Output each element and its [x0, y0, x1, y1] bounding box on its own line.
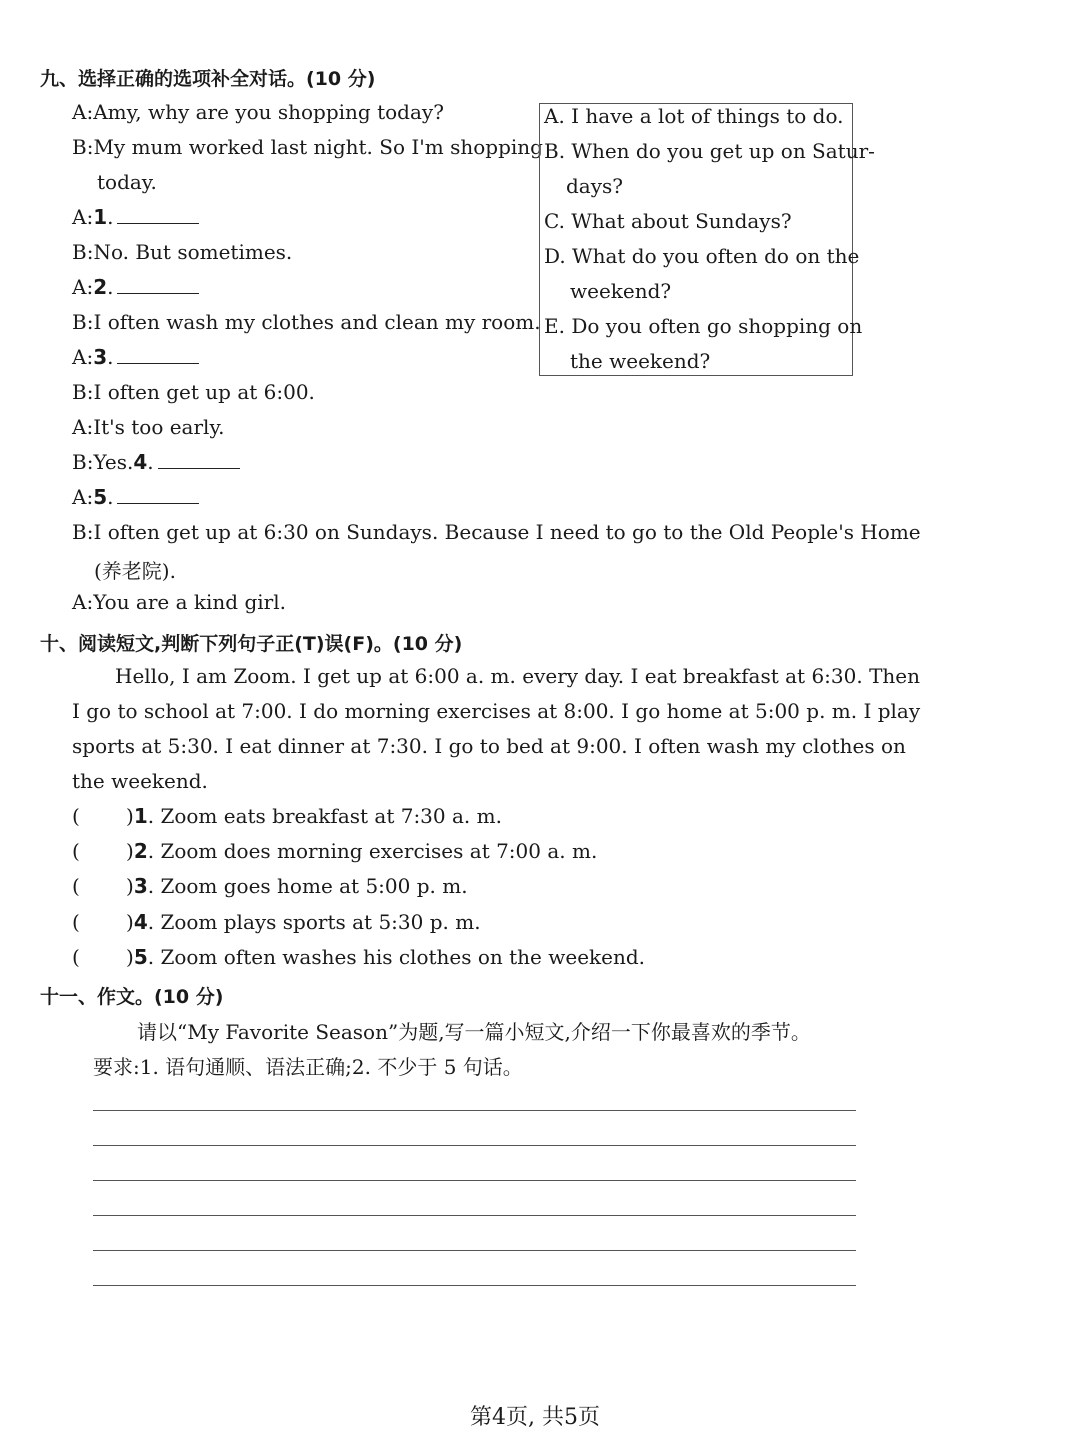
blank-number: 5	[93, 485, 108, 509]
speaker-label: B:	[72, 135, 94, 159]
item-number: 1	[133, 804, 148, 828]
dialog-text: I often get up at 6:00.	[93, 380, 315, 404]
passage-line: sports at 5:30. I eat dinner at 7:30. I go to bed at 9:00. I often wash my clothes on	[72, 734, 906, 758]
speaker-label: A:	[72, 485, 94, 509]
answer-blank[interactable]	[117, 275, 199, 294]
dialog-text: You are a kind girl.	[93, 590, 286, 614]
item-number: 2	[133, 839, 148, 863]
essay-requirement: 要求:1. 语句通顺、语法正确;2. 不少于 5 句话。	[93, 1055, 523, 1079]
writing-line[interactable]	[93, 1110, 856, 1111]
dialog-line	[72, 100, 444, 124]
answer-paren-open[interactable]: (	[72, 804, 80, 828]
dialog-text: No. But sometimes.	[93, 240, 293, 264]
passage-line: I go to school at 7:00. I do morning exercises at 8:00. I go home at 5:00 p. m. I play	[72, 699, 921, 723]
dialog-line	[72, 240, 292, 264]
speaker-label: A:	[72, 275, 94, 299]
dialog-line: A:2.	[72, 275, 199, 299]
speaker-label: A:	[72, 345, 94, 369]
writing-line[interactable]	[93, 1250, 856, 1251]
item-number: 3	[133, 874, 148, 898]
speaker-label: B:	[72, 520, 94, 544]
option-e: E. Do you often go shopping on	[544, 314, 863, 338]
section9-heading: 九、选择正确的选项补全对话。(10 分)	[40, 68, 376, 90]
item-text: . Zoom does morning exercises at 7:00 a. m.	[147, 839, 598, 863]
tf-item: )5. Zoom often washes his clothes on the weekend.	[126, 945, 646, 969]
dialog-line: A:3.	[72, 345, 199, 369]
item-text: . Zoom often washes his clothes on the weekend.	[147, 945, 646, 969]
options-box	[539, 103, 875, 376]
answer-blank[interactable]	[117, 485, 199, 504]
writing-line[interactable]	[93, 1215, 856, 1216]
speaker-label: B:	[72, 450, 94, 474]
section11-heading: 十一、作文。(10 分)	[40, 986, 224, 1008]
speaker-label: A:	[72, 590, 94, 614]
dialog-line	[72, 590, 286, 614]
essay-prompt: 请以“My Favorite Season”为题,写一篇小短文,介绍一下你最喜欢的季节。	[137, 1020, 811, 1044]
blank-number: 2	[93, 275, 108, 299]
answer-paren-open[interactable]: (	[72, 910, 80, 934]
section10-heading: 十、阅读短文,判断下列句子正(T)误(F)。(10 分)	[40, 633, 463, 655]
dialog-text: My mum worked last night. So I'm shopping	[93, 135, 543, 159]
dialog-line	[72, 310, 541, 334]
speaker-label: B:	[72, 380, 94, 404]
dialog-text: today.	[97, 170, 157, 194]
dialog-text: I often get up at 6:30 on Sundays. Because I need to go to the Old People's Home	[93, 520, 921, 544]
item-text: . Zoom eats breakfast at 7:30 a. m.	[147, 804, 502, 828]
dialog-line	[94, 555, 176, 584]
tf-item: )1. Zoom eats breakfast at 7:30 a. m.	[126, 804, 502, 828]
writing-line[interactable]	[93, 1180, 856, 1181]
answer-blank[interactable]	[158, 450, 240, 469]
answer-blank[interactable]	[117, 345, 199, 364]
option-c: C. What about Sundays?	[544, 209, 792, 233]
writing-line[interactable]	[93, 1285, 856, 1286]
tf-item: )4. Zoom plays sports at 5:30 p. m.	[126, 910, 481, 934]
tf-item: )3. Zoom goes home at 5:00 p. m.	[126, 874, 468, 898]
item-text: . Zoom plays sports at 5:30 p. m.	[147, 910, 481, 934]
tf-item: )2. Zoom does morning exercises at 7:00 a. m.	[126, 839, 598, 863]
dialog-text: Yes.	[93, 450, 134, 474]
writing-line[interactable]	[93, 1145, 856, 1146]
dialog-text: I often wash my clothes and clean my room.	[93, 310, 541, 334]
answer-blank[interactable]	[117, 205, 199, 224]
dialog-line: A:1.	[72, 205, 199, 229]
option-b-cont: days?	[566, 174, 624, 198]
blank-number: 4	[133, 450, 148, 474]
item-number: 4	[133, 910, 148, 934]
dialog-text: (养老院).	[94, 559, 176, 583]
dialog-line	[97, 170, 157, 194]
dialog-line: B:Yes.4.	[72, 450, 240, 474]
option-b: B. When do you get up on Satur-	[544, 139, 875, 163]
dialog-line: A:5.	[72, 485, 199, 509]
item-number: 5	[133, 945, 148, 969]
option-a: A. I have a lot of things to do.	[544, 104, 844, 128]
dialog-text: It's too early.	[93, 415, 225, 439]
answer-paren-open[interactable]: (	[72, 945, 80, 969]
speaker-label: A:	[72, 415, 94, 439]
answer-paren-open[interactable]: (	[72, 839, 80, 863]
speaker-label: A:	[72, 205, 94, 229]
page-number: 第4页, 共5页	[470, 1405, 600, 1430]
item-text: . Zoom goes home at 5:00 p. m.	[147, 874, 468, 898]
passage-line: Hello, I am Zoom. I get up at 6:00 a. m. every day. I eat breakfast at 6:30. Then	[115, 664, 921, 688]
option-d: D. What do you often do on the	[544, 244, 860, 268]
option-d-cont: weekend?	[570, 279, 672, 303]
dialog-line	[72, 380, 315, 404]
dialog-line	[72, 415, 224, 439]
speaker-label: B:	[72, 240, 94, 264]
dialog-line	[72, 135, 543, 159]
answer-paren-open[interactable]: (	[72, 874, 80, 898]
blank-number: 3	[93, 345, 108, 369]
blank-number: 1	[93, 205, 108, 229]
dialog-line	[72, 520, 921, 544]
option-e-cont: the weekend?	[570, 349, 711, 373]
passage-line: the weekend.	[72, 769, 208, 793]
speaker-label: B:	[72, 310, 94, 334]
dialog-text: Amy, why are you shopping today?	[93, 100, 444, 124]
speaker-label: A:	[72, 100, 94, 124]
